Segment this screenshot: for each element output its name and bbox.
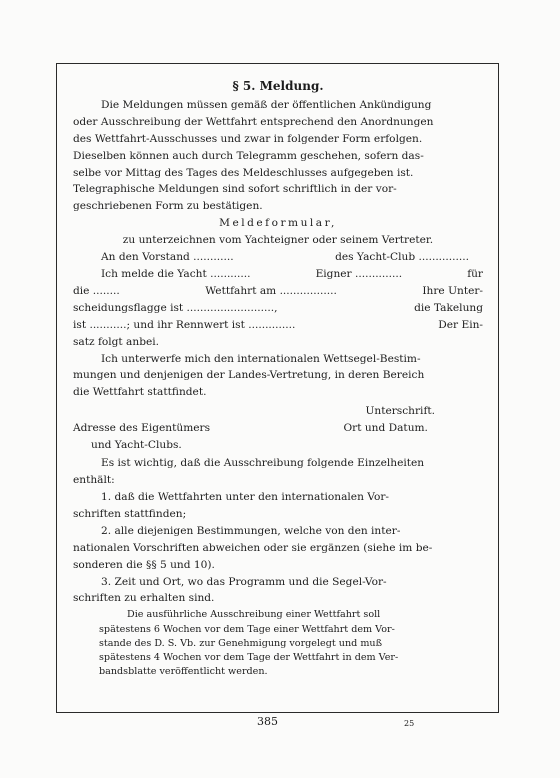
form-text: Der Ein- <box>438 318 483 331</box>
form-text: An den Vorstand ............ <box>101 251 234 264</box>
page-number: 385 <box>257 715 278 728</box>
text-line: Es ist wichtig, daß die Ausschreibung folgende Einzelheiten <box>101 457 425 470</box>
form-text: satz folgt anbei. <box>73 335 159 348</box>
signature-block <box>73 403 483 455</box>
secondary-page-number: 25 <box>404 719 415 728</box>
form-line <box>73 283 483 300</box>
text-line: bandsblatte veröffentlicht werden. <box>99 666 268 678</box>
form-line <box>73 334 483 351</box>
text-line: sonderen die §§ 5 und 10). <box>73 558 215 571</box>
text-line: Telegraphische Meldungen sind sofort schriftlich in der vor- <box>73 183 397 196</box>
form-text: die Takelung <box>414 301 483 314</box>
form-text: scheidungsflagge ist .........................., <box>73 301 278 314</box>
text-line: spätestens 6 Wochen vor dem Tage einer Wettfahrt dem Vor- <box>99 623 395 635</box>
text-line: schriften zu erhalten sind. <box>73 592 215 605</box>
footnote <box>99 608 483 679</box>
text-line: Ich unterwerfe mich den internationalen Wettsegel-Bestim- <box>101 352 421 365</box>
signature-right <box>343 403 435 437</box>
text-line: oder Ausschreibung der Wettfahrt entsprechend den Anordnungen <box>73 115 434 128</box>
form-line <box>73 300 483 317</box>
owner-address-label: Adresse des Eigentümers <box>73 422 211 435</box>
text-line: stande des D. S. Vb. zur Genehmigung vorgelegt und muß <box>99 637 383 649</box>
text-line: 2. alle diejenigen Bestimmungen, welche von den inter- <box>101 524 401 537</box>
signature-left <box>73 420 210 454</box>
registration-form <box>73 249 483 350</box>
text-line: mungen und denjenigen der Landes-Vertretung, in deren Bereich <box>73 369 425 382</box>
text-line: schriften stattfinden; <box>73 507 187 520</box>
text-line: des Wettfahrt-Ausschusses und zwar in folgender Form erfolgen. <box>73 132 423 145</box>
form-text: für <box>467 267 483 280</box>
text-line: enthält: <box>73 474 115 487</box>
form-title: Meldeformular, <box>219 217 337 230</box>
text-line: Die ausführliche Ausschreibung einer Wettfahrt soll <box>127 609 381 621</box>
page-body <box>73 78 483 679</box>
text-line: Dieselben können auch durch Telegramm geschehen, sofern das- <box>73 149 424 162</box>
text-line: nationalen Vorschriften abweichen oder sie ergänzen (siehe im be- <box>73 541 433 554</box>
list-item <box>73 523 483 574</box>
text-line: selbe vor Mittag des Tages des Meldeschlusses aufgegeben ist. <box>73 166 414 179</box>
form-line <box>73 317 483 334</box>
text-line: 1. daß die Wettfahrten unter den internationalen Vor- <box>101 491 389 504</box>
text-line: spätestens 4 Wochen vor dem Tage der Wettfahrt in dem Ver- <box>99 651 399 663</box>
form-subtitle: zu unterzeichnen vom Yachteigner oder seinem Vertreter. <box>122 234 434 247</box>
text-line: die Wettfahrt stattfindet. <box>73 386 207 399</box>
form-text: Ich melde die Yacht ............ <box>101 267 251 280</box>
list-item <box>73 489 483 523</box>
form-line <box>73 266 483 283</box>
club-label: und Yacht-Clubs. <box>91 439 182 452</box>
text-line: geschriebenen Form zu bestätigen. <box>73 200 263 213</box>
text-line: Die Meldungen müssen gemäß der öffentlichen Ankündigung <box>101 98 432 111</box>
form-text: Wettfahrt am ................. <box>205 284 337 297</box>
text-line: 3. Zeit und Ort, wo das Programm und die Segel-Vor- <box>101 575 387 588</box>
form-text: des Yacht-Club ............... <box>335 251 469 264</box>
form-text: ist ...........; und ihr Rennwert ist .............. <box>73 318 296 331</box>
signature-label: Unterschrift. <box>365 405 435 418</box>
form-text: Eigner .............. <box>315 267 403 280</box>
form-text: die ........ <box>73 284 120 297</box>
form-line <box>73 249 483 266</box>
intro-paragraph <box>73 97 483 215</box>
list-item <box>73 574 483 608</box>
section-heading: § 5. Meldung. <box>232 79 324 93</box>
place-date-label: Ort und Datum. <box>343 422 428 435</box>
submission-paragraph <box>73 351 483 402</box>
form-text: Ihre Unter- <box>422 284 483 297</box>
requirements-intro <box>73 455 483 489</box>
requirements-list <box>73 489 483 607</box>
